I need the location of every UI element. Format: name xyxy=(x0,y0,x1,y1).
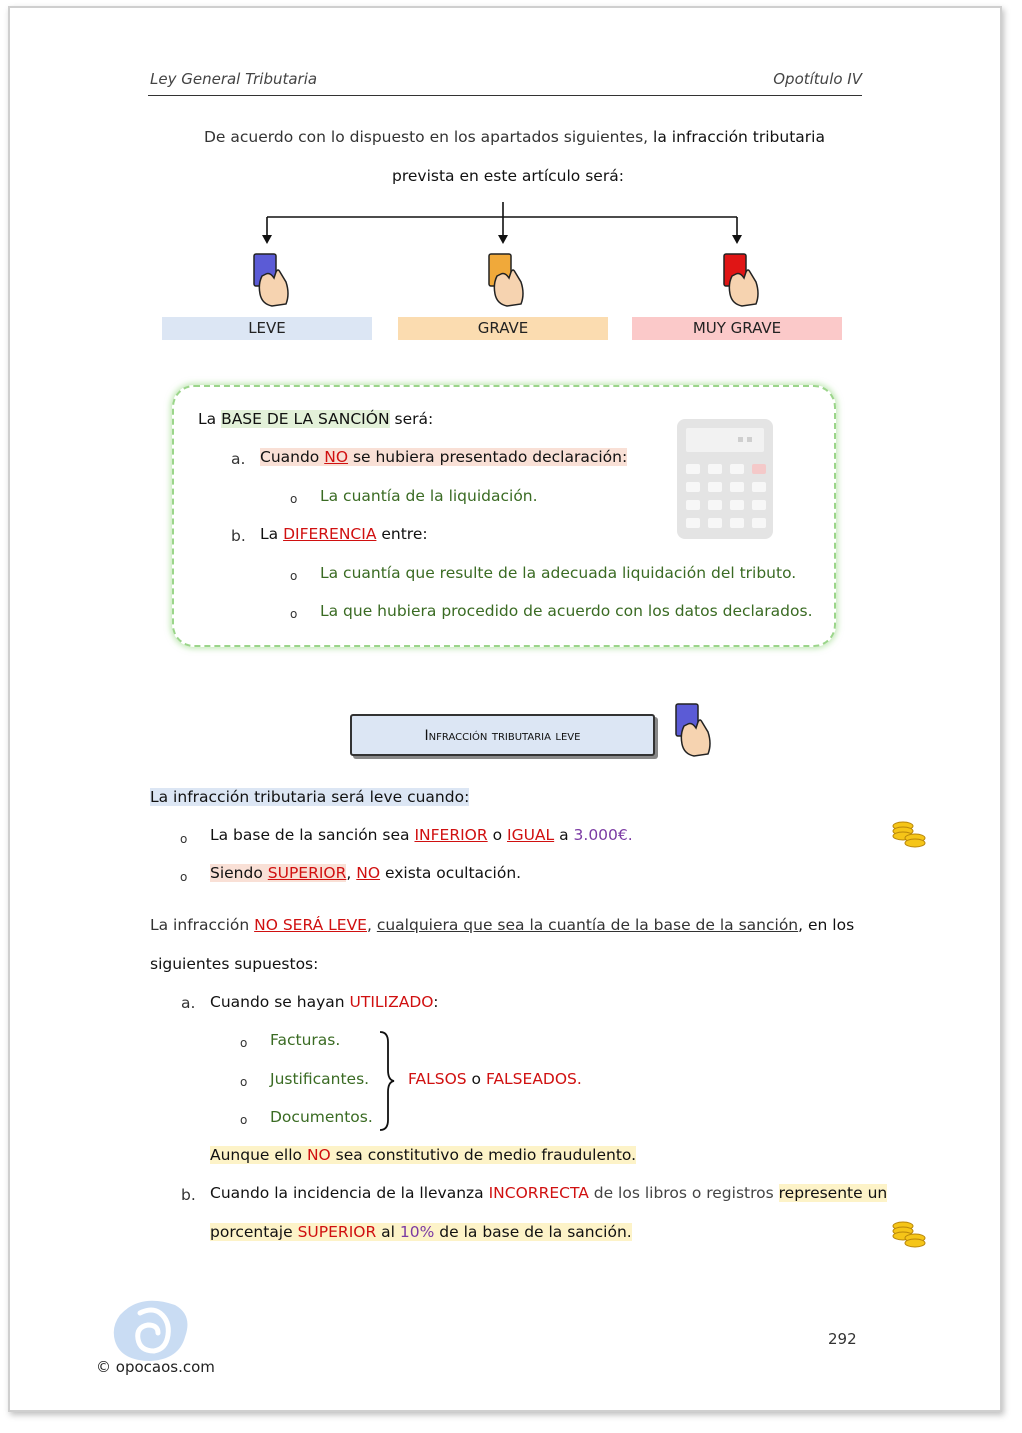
base-b-text-1: La xyxy=(260,525,284,543)
b2-al: al xyxy=(376,1223,400,1241)
intro-line-2: prevista en este artículo será: xyxy=(392,167,624,185)
leve-i2-no: NO xyxy=(356,864,381,882)
opocaos-logo-icon xyxy=(110,1295,192,1365)
b-text-2: de los libros o registros xyxy=(588,1184,779,1202)
bullet-icon: o xyxy=(180,870,188,884)
header-title-left: Ley General Tributaria xyxy=(150,70,318,88)
bullet-icon: o xyxy=(240,1036,248,1050)
aunque-no: NO xyxy=(306,1146,331,1164)
no-leve-underline: cualquiera que sea la cuantía de la base de la sanción xyxy=(376,916,799,934)
intro-text: De acuerdo con lo dispuesto en los apartados siguientes, xyxy=(204,128,654,146)
base-a-text-1: Cuando xyxy=(260,448,325,466)
b2-percent: 10% xyxy=(399,1223,435,1241)
base-lead-end: será: xyxy=(389,410,434,428)
blue-card-hand-icon xyxy=(672,702,712,758)
bullet-icon: o xyxy=(290,492,298,506)
no-leve-b-line xyxy=(210,1184,887,1202)
aunque-line xyxy=(210,1146,636,1164)
b2-text-1: porcentaje xyxy=(210,1223,298,1241)
bullet-icon: o xyxy=(240,1075,248,1089)
falsos-label xyxy=(408,1070,582,1088)
leve-i1-o: o xyxy=(487,826,507,844)
base-b-diferencia: DIFERENCIA xyxy=(283,525,377,543)
b-text-1: Cuando la incidencia de la llevanza xyxy=(210,1184,489,1202)
leve-i2-text: Siendo xyxy=(210,864,268,882)
doc-justificantes: Justificantes. xyxy=(270,1070,370,1088)
base-b-sub-1: La cuantía que resulte de la adecuada liquidación del tributo. xyxy=(320,564,797,582)
base-lead-highlight: BASE DE LA SANCIÓN xyxy=(221,410,390,428)
leve-i1-igual: IGUAL xyxy=(507,826,555,844)
aunque-text-2: sea constitutivo de medio fraudulento. xyxy=(330,1146,637,1164)
intro-bold: la infracción tributaria xyxy=(653,128,825,146)
base-b-marker: b. xyxy=(231,527,246,545)
leve-i2-comma: , xyxy=(346,864,357,882)
coins-icon xyxy=(890,1218,928,1252)
base-b-text-2: entre: xyxy=(376,525,428,543)
bullet-icon: o xyxy=(240,1113,248,1127)
base-a-text-2: se hubiera presentado declaración: xyxy=(348,448,628,466)
coins-icon xyxy=(890,818,928,852)
bullet-icon: o xyxy=(180,832,188,846)
leve-i1-inferior: INFERIOR xyxy=(414,826,488,844)
calculator-icon xyxy=(676,418,774,540)
yellow-card-hand-icon xyxy=(485,252,525,308)
leve-i2-superior: SUPERIOR xyxy=(267,864,347,882)
classification-arrows xyxy=(255,200,755,248)
leve-lead: La infracción tributaria será leve cuando: xyxy=(150,788,470,806)
blue-card-hand-icon xyxy=(250,252,290,308)
falsos-o: o xyxy=(466,1070,486,1088)
base-a-marker: a. xyxy=(231,450,246,468)
category-leve: LEVE xyxy=(162,317,372,340)
no-leve-text-2: , en los xyxy=(798,916,855,934)
no-leve-a-text: Cuando se hayan xyxy=(210,993,350,1011)
leve-item-2 xyxy=(210,864,521,882)
base-a-sub: La cuantía de la liquidación. xyxy=(320,487,538,505)
category-grave: GRAVE xyxy=(398,317,608,340)
header-rule xyxy=(148,95,862,96)
no-leve-red: NO SERÁ LEVE xyxy=(254,916,367,934)
base-a-no: NO xyxy=(324,448,349,466)
aunque-text-1: Aunque ello xyxy=(210,1146,307,1164)
leve-item-1 xyxy=(210,826,633,844)
no-leve-text-1: La infracción xyxy=(150,916,255,934)
falseados-word: FALSEADOS xyxy=(485,1070,577,1088)
bullet-icon: o xyxy=(290,569,298,583)
intro-line-1 xyxy=(204,128,825,146)
leve-i1-dot: . xyxy=(627,826,633,844)
leve-i1-text: La base de la sanción sea xyxy=(210,826,415,844)
b2-text-2: de la base de la sanción. xyxy=(434,1223,632,1241)
no-leve-a-line xyxy=(210,993,438,1011)
red-card-hand-icon xyxy=(720,252,760,308)
base-b-sub-2: La que hubiera procedido de acuerdo con los datos declarados. xyxy=(320,602,813,620)
falsos-word: FALSOS xyxy=(408,1070,467,1088)
no-leve-para-2: siguientes supuestos: xyxy=(150,955,319,973)
doc-documentos: Documentos. xyxy=(270,1108,373,1126)
b-text-3: represente un xyxy=(778,1184,888,1202)
leve-i2-end: exista ocultación. xyxy=(380,864,522,882)
category-muy-grave: MUY GRAVE xyxy=(632,317,842,340)
falsos-dot: . xyxy=(576,1070,582,1088)
no-leve-a-utilizado: UTILIZADO xyxy=(349,993,434,1011)
no-leve-a-colon: : xyxy=(433,993,439,1011)
base-a-line xyxy=(260,448,627,466)
copyright: © opocaos.com xyxy=(96,1358,215,1376)
no-leve-para-1 xyxy=(150,916,854,934)
base-lead xyxy=(198,410,433,428)
base-b-line xyxy=(260,525,428,543)
base-lead-text: La xyxy=(198,410,222,428)
page-number: 292 xyxy=(828,1330,857,1348)
b2-superior: SUPERIOR xyxy=(297,1223,377,1241)
no-leve-b-marker: b. xyxy=(181,1186,196,1204)
section-title: Infracción tributaria leve xyxy=(350,714,655,756)
b-incorrecta: INCORRECTA xyxy=(488,1184,589,1202)
header-title-right: Opotítulo IV xyxy=(773,70,862,88)
no-leve-a-marker: a. xyxy=(181,994,196,1012)
bullet-icon: o xyxy=(290,607,298,621)
leve-i1-a: a xyxy=(554,826,574,844)
leve-i1-amount: 3.000€ xyxy=(573,826,628,844)
no-leve-b-line-2 xyxy=(210,1223,632,1241)
no-leve-comma: , xyxy=(366,916,377,934)
brace-icon xyxy=(376,1030,398,1132)
doc-facturas: Facturas. xyxy=(270,1031,341,1049)
